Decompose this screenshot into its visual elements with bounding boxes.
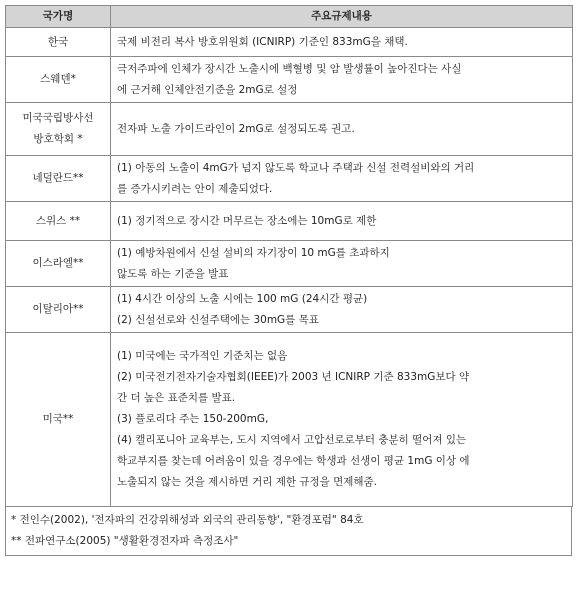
regulation-document	[5, 5, 572, 556]
country-header: 국가명	[6, 6, 111, 28]
country-cell	[6, 287, 111, 333]
content-cell	[111, 241, 573, 287]
table-row	[6, 103, 573, 156]
country-name: 미국**	[42, 413, 74, 425]
content-line: 에 근거해 인체안전기준을 2mG로 설정	[117, 83, 298, 96]
table-row	[6, 28, 573, 57]
footnote: ** 전파연구소(2005) "생활환경전자파 측정조사"	[11, 535, 239, 547]
content-header: 주요규제내용	[111, 6, 573, 28]
content-line: (4) 캘리포니아 교육부는, 도시 지역에서 고압선로로부터 충분히 떨어져 있는	[117, 434, 467, 446]
content-cell	[111, 333, 573, 507]
country-cell	[6, 57, 111, 103]
country-name: 이탈리아**	[32, 303, 84, 315]
table-row	[6, 57, 573, 103]
regulation-table	[5, 5, 573, 507]
content-line: (1) 정기적으로 장시간 머무르는 장소에는 10mG로 제한	[117, 214, 377, 227]
content-line: (2) 미국전기전자기술자협회(IEEE)가 2003 년 ICNIRP 기준 833mG보다 약	[117, 371, 470, 383]
country-name: 이스라엘**	[32, 257, 84, 269]
content-line: (1) 예방차원에서 신설 설비의 자기장이 10 mG를 초과하지	[117, 246, 390, 259]
footnotes	[5, 507, 572, 556]
content-line: (1) 미국에는 국가적인 기준치는 없음	[117, 350, 288, 362]
content-line: (1) 4시간 이상의 노출 시에는 100 mG (24시간 평균)	[117, 292, 368, 305]
country-cell	[6, 103, 111, 156]
country-name: 스위스 **	[35, 214, 81, 227]
footnote: * 전인수(2002), '전자파의 건강위해성과 외국의 관리동향', "환경포럼" 84호	[11, 514, 364, 526]
country-name: 한국	[47, 35, 69, 48]
table-row	[6, 241, 573, 287]
country-cell	[6, 28, 111, 57]
table-row	[6, 333, 573, 507]
table-row	[6, 202, 573, 241]
content-line: 않도록 하는 기준을 발표	[117, 267, 229, 280]
country-cell	[6, 156, 111, 202]
country-cell	[6, 202, 111, 241]
table-row	[6, 287, 573, 333]
content-cell	[111, 103, 573, 156]
country-name: 네덜란드**	[32, 172, 84, 184]
content-cell	[111, 287, 573, 333]
content-cell	[111, 28, 573, 57]
content-line: 간 더 높은 표준치를 발표.	[117, 392, 236, 404]
content-line: 극저주파에 인체가 장시간 노출시에 백혈병 및 암 발생률이 높아진다는 사실	[117, 62, 462, 75]
content-line: (2) 신설선로와 신설주택에는 30mG를 목표	[117, 313, 319, 326]
content-cell	[111, 156, 573, 202]
content-line: (3) 플로리다 주는 150-200mG,	[117, 413, 269, 425]
header-row	[6, 6, 573, 28]
country-cell	[6, 241, 111, 287]
table-row	[6, 156, 573, 202]
content-line: 전자파 노출 가이드라인이 2mG로 설정되도록 권고.	[117, 122, 355, 135]
content-line: (1) 아동의 노출이 4mG가 넘지 않도록 학교나 주택과 신설 전력설비와의 거리	[117, 161, 475, 174]
content-line: 노출되지 않는 것을 제시하면 거리 제한 규정을 면제해줌.	[117, 476, 377, 488]
country-cell	[6, 333, 111, 507]
content-cell	[111, 202, 573, 241]
content-line: 학교부지를 찾는데 어려움이 있을 경우에는 학생과 선생이 평균 1mG 이상 에	[117, 455, 470, 467]
country-name: 스웨덴*	[40, 73, 76, 85]
content-cell	[111, 57, 573, 103]
country-name: 미국국립방사선	[22, 112, 94, 124]
content-line: 를 증가시키려는 안이 제출되었다.	[117, 182, 273, 195]
content-line: 국제 비전리 복사 방호위원회 (ICNIRP) 기준인 833mG을 채택.	[117, 35, 408, 48]
country-name: 방호학회 *	[33, 133, 83, 145]
